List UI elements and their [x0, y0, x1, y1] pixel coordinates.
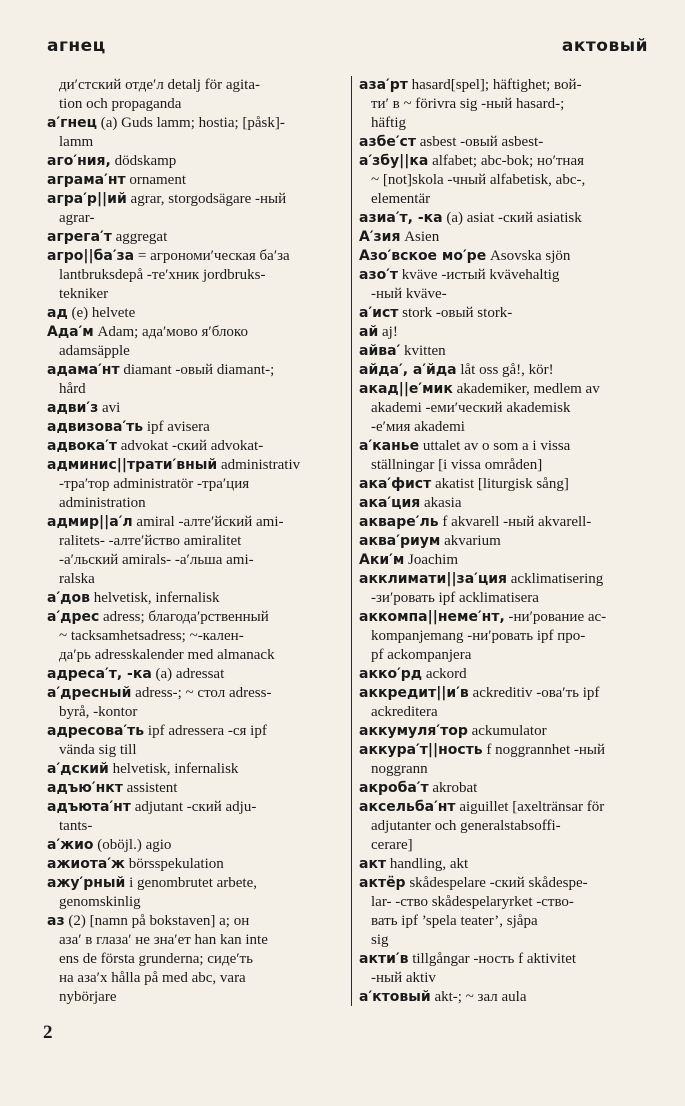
definition-text: akasia [420, 495, 462, 511]
dictionary-line [47, 190, 345, 209]
headword: а′дов [47, 590, 90, 606]
definition-text: akvarium [440, 533, 501, 549]
headword: акад||е′мик [359, 381, 453, 397]
headword: Аки′м [359, 552, 405, 568]
dictionary-line [359, 874, 659, 893]
definition-text: lamm [59, 134, 94, 150]
definition-text: ornament [125, 172, 187, 188]
dictionary-line [359, 988, 659, 1007]
definition-text: -е′мия akademi [371, 419, 465, 435]
dictionary-line [47, 950, 345, 969]
definition-text: asbest -овый asbest- [415, 134, 544, 150]
headword: аз [47, 913, 65, 929]
dictionary-line [359, 703, 659, 722]
dictionary-line [47, 532, 345, 551]
headword: азо′т [359, 267, 399, 283]
dictionary-line [47, 475, 345, 494]
left-column [47, 76, 345, 1007]
dictionary-line [47, 608, 345, 627]
definition-text: adamsäpple [59, 343, 130, 359]
definition-text: assistent [122, 780, 178, 796]
dictionary-line [359, 456, 659, 475]
definition-text: tion och propaganda [59, 96, 182, 112]
dictionary-line [359, 836, 659, 855]
definition-text: akademi -еми′ческий akademisk [371, 400, 571, 416]
headword: аго′ния, [47, 153, 111, 169]
definition-text: låt oss gå!, kör! [456, 362, 554, 378]
dictionary-line [47, 95, 345, 114]
dictionary-line [47, 893, 345, 912]
definition-text: (a) Guds lamm; hostia; [påsk]- [97, 115, 285, 131]
headword: адви′з [47, 400, 99, 416]
definition-text: genomskinlig [59, 894, 141, 910]
headword: акко′рд [359, 666, 423, 682]
definition-text: aj! [378, 324, 398, 340]
dictionary-line [359, 912, 659, 931]
dictionary-line [47, 456, 345, 475]
dictionary-line [47, 855, 345, 874]
right-column [359, 76, 659, 1007]
dictionary-line [359, 171, 659, 190]
dictionary-line [47, 779, 345, 798]
headword: аза′рт [359, 77, 408, 93]
dictionary-line [359, 969, 659, 988]
dictionary-line [359, 418, 659, 437]
definition-text: helvetisk, infernalisk [89, 590, 220, 606]
dictionary-line [47, 209, 345, 228]
definition-text: lantbruksdepå -те′хник jordbruks- [59, 267, 266, 283]
definition-text: hård [59, 381, 86, 397]
dictionary-line [359, 741, 659, 760]
headword: ака′ция [359, 495, 421, 511]
headword: аква′риум [359, 533, 441, 549]
dictionary-line [359, 513, 659, 532]
definition-text: avi [98, 400, 121, 416]
column-divider [351, 76, 352, 1006]
definition-text: handling, akt [386, 856, 469, 872]
dictionary-line [359, 114, 659, 133]
dictionary-line [47, 665, 345, 684]
definition-text: cerare] [371, 837, 413, 853]
definition-text: aiguillet [axeltränsar för [455, 799, 605, 815]
headword: айва′ [359, 343, 401, 359]
definition-text: tekniker [59, 286, 109, 302]
headword: адмир||а′л [47, 514, 133, 530]
dictionary-line [47, 836, 345, 855]
headword: а′канье [359, 438, 420, 454]
definition-text: tants- [59, 818, 93, 834]
definition-text: nybörjare [59, 989, 117, 1005]
dictionary-line [359, 570, 659, 589]
dictionary-line [359, 684, 659, 703]
headword: адъю′нкт [47, 780, 123, 796]
definition-text: (oböjl.) agio [93, 837, 172, 853]
definition-text: да′рь adresskalender med almanack [59, 647, 275, 663]
definition-text: byrå, -kontor [59, 704, 138, 720]
headword: ад [47, 305, 68, 321]
dictionary-line [359, 760, 659, 779]
dictionary-line [359, 285, 659, 304]
definition-text: advokat -ский advokat- [117, 438, 264, 454]
headword: ака′фист [359, 476, 432, 492]
dictionary-line [47, 817, 345, 836]
definition-text: ти′ в ~ förivra sig -ный hasard-; [371, 96, 565, 112]
definition-text: ställningar [i vissa områden] [371, 457, 543, 473]
dictionary-line [359, 228, 659, 247]
definition-text: Asovska sjön [486, 248, 571, 264]
headword: аккомпа||неме′нт, [359, 609, 505, 625]
headword: Азо′вское мо′ре [359, 248, 487, 264]
headword: аккура′т||ность [359, 742, 483, 758]
definition-text: ipf adressera -ся ipf [144, 723, 267, 739]
dictionary-line [359, 342, 659, 361]
definition-text: akrobat [428, 780, 478, 796]
definition-text: ~ tacksamhetsadress; ~-кален- [59, 628, 244, 644]
dictionary-line [47, 969, 345, 988]
dictionary-line [47, 988, 345, 1007]
headword: агрега′т [47, 229, 112, 245]
dictionary-line [47, 266, 345, 285]
headword: А′зия [359, 229, 401, 245]
dictionary-line [359, 798, 659, 817]
headword: а′дресный [47, 685, 132, 701]
dictionary-line [47, 931, 345, 950]
definition-text: ackumulator [467, 723, 547, 739]
definition-text: f akvarell -ный akvarell- [438, 514, 592, 530]
definition-text: uttalet av o som a i vissa [419, 438, 571, 454]
headword: акваре′ль [359, 514, 439, 530]
definition-text: ackord [422, 666, 467, 682]
dictionary-line [47, 912, 345, 931]
dictionary-line [359, 722, 659, 741]
dictionary-line [47, 171, 345, 190]
definition-text: akatist [liturgisk sång] [431, 476, 569, 492]
definition-text: amiral -алте′йский ami- [132, 514, 284, 530]
headword: адвока′т [47, 438, 117, 454]
definition-text: = агрономи′ческая ба′за [134, 248, 290, 264]
headword: актёр [359, 875, 406, 891]
dictionary-line [47, 760, 345, 779]
definition-text: agrar- [59, 210, 95, 226]
definition-text: i genombrutet arbete, [125, 875, 257, 891]
dictionary-line [47, 323, 345, 342]
definition-text: Adam; ада′мово я′блоко [93, 324, 248, 340]
headword: Ада′м [47, 324, 94, 340]
definition-text: häftig [371, 115, 406, 131]
dictionary-line [359, 589, 659, 608]
definition-text: dödskamp [110, 153, 177, 169]
dictionary-line [359, 475, 659, 494]
dictionary-line [359, 665, 659, 684]
definition-text: -ный aktiv [371, 970, 436, 986]
headword: а′гнец [47, 115, 97, 131]
headword: аккредит||и′в [359, 685, 469, 701]
dictionary-line [47, 228, 345, 247]
definition-text: pf ackompanjera [371, 647, 472, 663]
definition-text: kompanjemang -ни′ровать ipf про- [371, 628, 586, 644]
headword: а′дрес [47, 609, 100, 625]
headword: адвизова′ть [47, 419, 144, 435]
headword: адъюта′нт [47, 799, 131, 815]
headword: азбе′ст [359, 134, 416, 150]
definition-text: ipf avisera [143, 419, 210, 435]
definition-text: (e) helvete [67, 305, 136, 321]
definition-text: kvitten [400, 343, 446, 359]
headword: админис||трати′вный [47, 457, 218, 473]
definition-text: sig [371, 932, 389, 948]
headword: аккумуля′тор [359, 723, 468, 739]
dictionary-line [359, 247, 659, 266]
header-right-guideword: актовый [561, 36, 648, 56]
headword: аграма′нт [47, 172, 126, 188]
dictionary-line [47, 418, 345, 437]
dictionary-line [359, 608, 659, 627]
dictionary-line [359, 380, 659, 399]
headword: адресова′ть [47, 723, 145, 739]
dictionary-line [47, 133, 345, 152]
definition-text: adjutant -ский adju- [130, 799, 257, 815]
definition-text: (a) adressat [151, 666, 225, 682]
definition-text: agrar, storgodsägare -ный [126, 191, 287, 207]
definition-text: на аза′х hålla på med abc, vara [59, 970, 246, 986]
definition-text: administration [59, 495, 146, 511]
definition-text: вать ipf ’spela teater’, sjåpa [371, 913, 538, 929]
dictionary-line [359, 646, 659, 665]
dictionary-line [359, 190, 659, 209]
dictionary-line [47, 437, 345, 456]
definition-text: vända sig till [59, 742, 137, 758]
definition-text: -а′льский amirals- -а′льша ami- [59, 552, 254, 568]
dictionary-line [47, 551, 345, 570]
headword: а′ист [359, 305, 399, 321]
dictionary-line [47, 646, 345, 665]
definition-text: -ни′рование ac- [504, 609, 607, 625]
definition-text: (a) asiat -ский asiatisk [442, 210, 582, 226]
definition-text: aggregat [111, 229, 168, 245]
dictionary-line [47, 627, 345, 646]
headword: а′збу||ка [359, 153, 429, 169]
definition-text: adress; благода′рственный [99, 609, 269, 625]
dictionary-line [359, 551, 659, 570]
dictionary-line [359, 817, 659, 836]
headword: адреса′т, -ка [47, 666, 152, 682]
dictionary-line [47, 494, 345, 513]
dictionary-line [359, 931, 659, 950]
headword: акти′в [359, 951, 409, 967]
headword: а′дский [47, 761, 109, 777]
definition-text: f noggrannhet -ный [482, 742, 605, 758]
page-number: 2 [43, 1022, 53, 1043]
headword: адама′нт [47, 362, 120, 378]
definition-text: hasard[spel]; häftighet; вой- [407, 77, 582, 93]
dictionary-line [359, 95, 659, 114]
definition-text: acklimatisering [507, 571, 604, 587]
headword: ажиота′ж [47, 856, 125, 872]
definition-text: lar- -ство skådespelaryrket -ство- [371, 894, 574, 910]
headword: аксельба′нт [359, 799, 456, 815]
definition-text: akademiker, medlem av [452, 381, 600, 397]
dictionary-line [47, 684, 345, 703]
dictionary-line [47, 114, 345, 133]
dictionary-line [359, 779, 659, 798]
headword: ай [359, 324, 379, 340]
dictionary-line [47, 361, 345, 380]
definition-text: elementär [371, 191, 431, 207]
headword: агро||ба′за [47, 248, 135, 264]
dictionary-line [359, 893, 659, 912]
dictionary-line [47, 76, 345, 95]
dictionary-line [359, 532, 659, 551]
dictionary-line [47, 589, 345, 608]
dictionary-line [359, 323, 659, 342]
dictionary-line [359, 76, 659, 95]
dictionary-line [359, 950, 659, 969]
definition-text: kväve -истый kvävehaltig [398, 267, 560, 283]
header-left-guideword: агнец [47, 36, 106, 56]
dictionary-line [47, 399, 345, 418]
definition-text: akt-; ~ зал aula [430, 989, 527, 1005]
definition-text: adjutanter och generalstabsoffi- [371, 818, 561, 834]
dictionary-line [359, 399, 659, 418]
definition-text: noggrann [371, 761, 428, 777]
dictionary-line [47, 722, 345, 741]
dictionary-line [47, 570, 345, 589]
definition-text: börsspekulation [125, 856, 224, 872]
dictionary-line [47, 741, 345, 760]
headword: ажу′рный [47, 875, 126, 891]
dictionary-line [47, 285, 345, 304]
dictionary-line [359, 304, 659, 323]
headword: азиа′т, -ка [359, 210, 443, 226]
headword: акклимати||за′ция [359, 571, 508, 587]
definition-text: ackreditera [371, 704, 438, 720]
definition-text: (2) [namn på bokstaven] а; он [64, 913, 250, 929]
headword: а′ктовый [359, 989, 431, 1005]
headword: а′жио [47, 837, 94, 853]
definition-text: ди′стский отде′л detalj för agita- [59, 77, 261, 93]
definition-text: stork -овый stork- [398, 305, 513, 321]
dictionary-line [47, 152, 345, 171]
dictionary-line [359, 209, 659, 228]
dictionary-line [47, 247, 345, 266]
dictionary-line [47, 703, 345, 722]
dictionary-line [359, 361, 659, 380]
definition-text: ~ [not]skola -чный alfabetisk, abc-, [371, 172, 586, 188]
definition-text: Joachim [404, 552, 459, 568]
definition-text: ralitets- -алте′йство amiralitet [59, 533, 242, 549]
definition-text: administrativ [217, 457, 301, 473]
definition-text: -зи′ровать ipf acklimatisera [371, 590, 539, 606]
headword: акроба′т [359, 780, 429, 796]
dictionary-line [359, 494, 659, 513]
dictionary-line [359, 133, 659, 152]
dictionary-line [359, 855, 659, 874]
dictionary-line [47, 513, 345, 532]
definition-text: ens de första grunderna; сиде′ть [59, 951, 253, 967]
definition-text: tillgångar -ность f aktivitet [408, 951, 577, 967]
definition-text: diamant -овый diamant-; [119, 362, 275, 378]
definition-text: adress-; ~ стол adress- [131, 685, 272, 701]
dictionary-line [47, 798, 345, 817]
dictionary-line [47, 342, 345, 361]
definition-text: ralska [59, 571, 95, 587]
dictionary-line [359, 152, 659, 171]
dictionary-line [47, 304, 345, 323]
definition-text: helvetisk, infernalisk [108, 761, 239, 777]
headword: айда′, а′йда [359, 362, 457, 378]
dictionary-line [47, 380, 345, 399]
definition-text: ackreditiv -ова′ть ipf [468, 685, 600, 701]
definition-text: -ный kväve- [371, 286, 447, 302]
dictionary-line [359, 437, 659, 456]
dictionary-line [359, 266, 659, 285]
definition-text: аза′ в глаза′ не зна′ет han kan inte [59, 932, 268, 948]
dictionary-line [47, 874, 345, 893]
headword: агра′р||ий [47, 191, 127, 207]
headword: акт [359, 856, 387, 872]
dictionary-line [359, 627, 659, 646]
definition-text: Asien [400, 229, 440, 245]
definition-text: skådespelare -ский skådespe- [405, 875, 588, 891]
definition-text: -тра′тор administratör -тра′ция [59, 476, 250, 492]
definition-text: alfabet; abc-bok; но′тная [428, 153, 585, 169]
